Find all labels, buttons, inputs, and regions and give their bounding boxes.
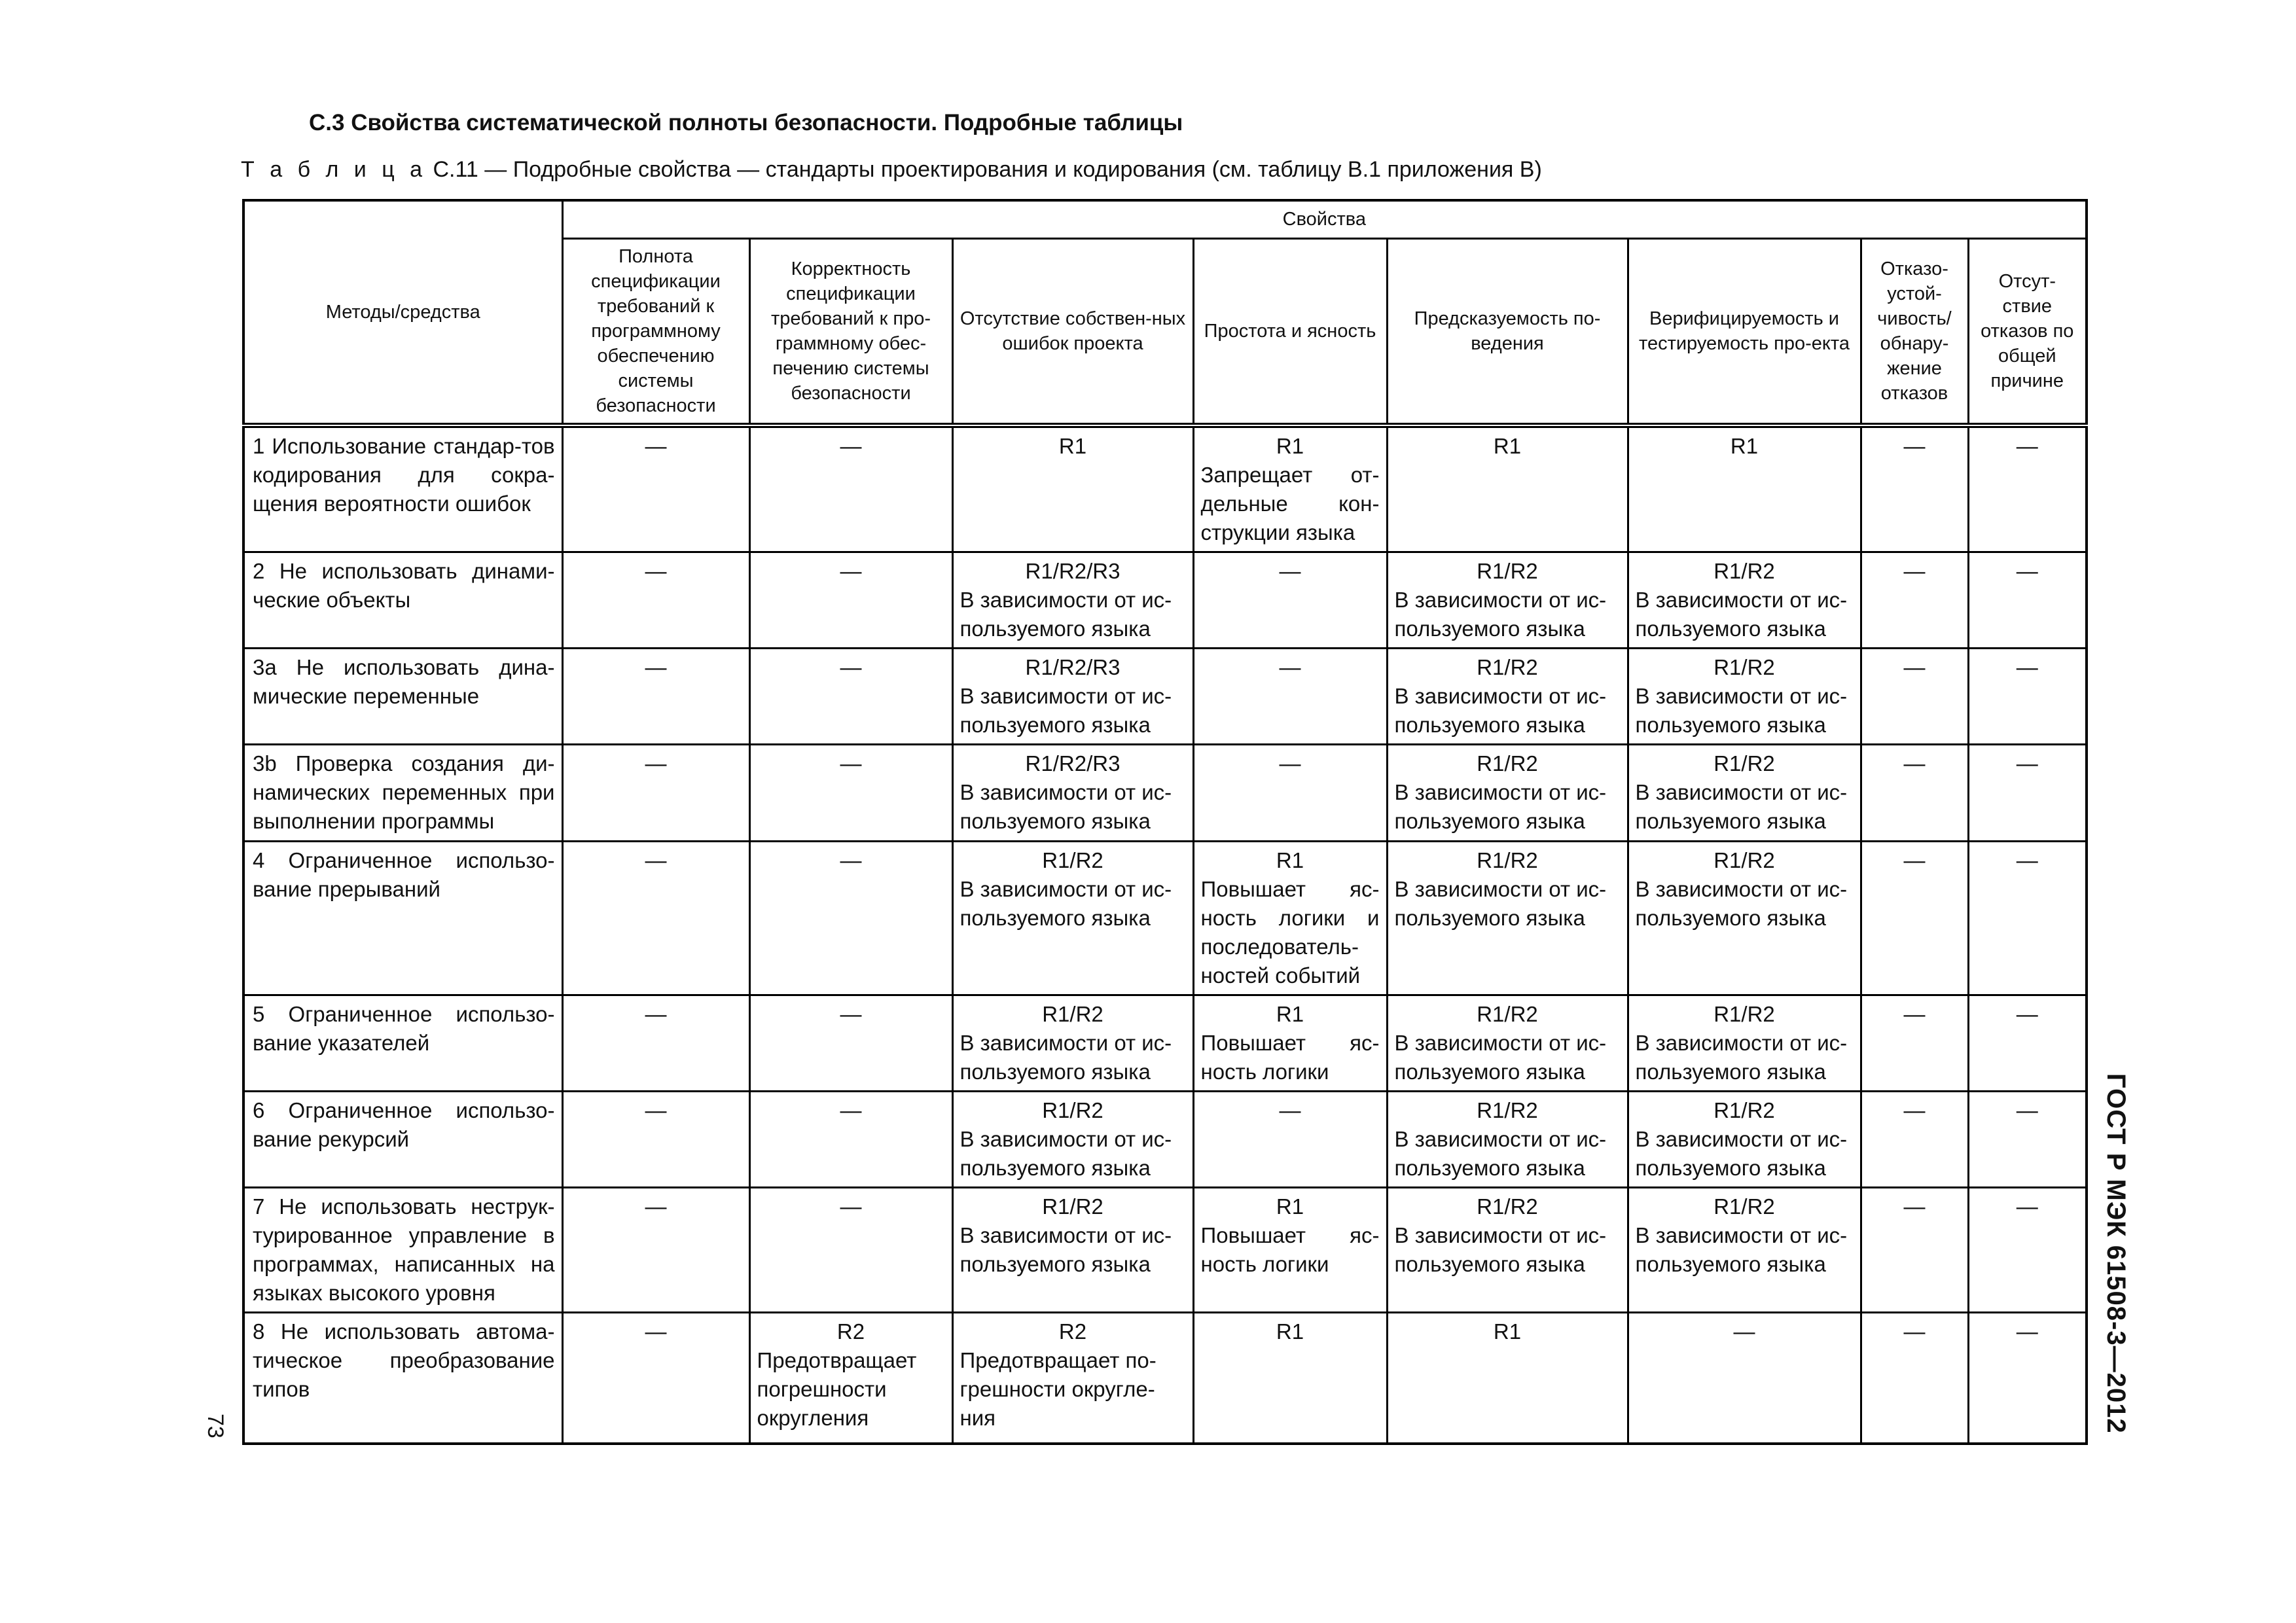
dash-value: —	[645, 434, 667, 458]
property-cell	[952, 1313, 1193, 1444]
dash-value: —	[840, 434, 862, 458]
table-row	[243, 841, 2087, 995]
recommendation-value: R1	[1730, 434, 1759, 458]
dash-value: —	[840, 1001, 862, 1026]
section-title: C.3 Свойства систематической полноты безопасности. Подробные таблицы	[309, 110, 1183, 135]
property-cell	[1861, 649, 1968, 745]
property-cell	[952, 745, 1193, 841]
properties-table	[242, 199, 2088, 1445]
column-header: Отсут-ствие отказов по общей причине	[1968, 238, 2087, 425]
property-cell	[952, 552, 1193, 649]
property-cell	[749, 649, 952, 745]
recommendation-value: R1/R2	[1713, 847, 1775, 872]
column-header: Корректность спецификации требований к про-граммному обес-печению системы безопасности	[749, 238, 952, 425]
dash-value: —	[2016, 559, 2038, 584]
property-cell	[1861, 745, 1968, 841]
document-side-title: ГОСТ Р МЭК 61508-3—2012	[2102, 1073, 2130, 1434]
dash-value: —	[2016, 1097, 2038, 1122]
table-caption	[241, 157, 1542, 183]
dash-value: —	[645, 559, 667, 584]
table-row	[243, 1091, 2087, 1187]
cell-note: В зависимости от ис-пользуемого языка	[960, 876, 1172, 930]
property-cell	[1387, 1313, 1628, 1444]
page-number: 73	[203, 1414, 228, 1438]
property-cell	[562, 552, 749, 649]
column-header: Отсутствие собствен-ных ошибок проекта	[952, 238, 1193, 425]
method-cell: 3b Проверка создания ди-намических переменных при выполнении программы	[243, 745, 562, 841]
recommendation-value: R1/R2	[1713, 559, 1775, 584]
recommendation-value: R1	[1058, 434, 1087, 458]
cell-note: В зависимости от ис-пользуемого языка	[1635, 1126, 1848, 1180]
property-cell	[952, 425, 1193, 552]
cell-note: Предотвращает по-грешности округле-ния	[960, 1348, 1157, 1431]
cell-note: В зависимости от ис-пользуемого языка	[1635, 876, 1848, 930]
cell-note: В зависимости от ис-пользуемого языка	[960, 684, 1172, 738]
property-cell	[749, 995, 952, 1091]
method-cell: 2 Не использовать динами-ческие объекты	[243, 552, 562, 649]
table-row	[243, 649, 2087, 745]
property-cell	[749, 552, 952, 649]
dash-value: —	[2016, 655, 2038, 680]
property-cell	[1193, 552, 1387, 649]
property-cell	[1968, 841, 2087, 995]
recommendation-value: R1/R2	[1713, 1194, 1775, 1219]
cell-note: В зависимости от ис-пользуемого языка	[1635, 780, 1848, 834]
property-cell	[1861, 1313, 1968, 1444]
property-cell	[1387, 841, 1628, 995]
recommendation-value: R1	[1493, 1319, 1522, 1344]
cell-note: В зависимости от ис-пользуемого языка	[1394, 1223, 1607, 1277]
dash-value: —	[645, 1097, 667, 1122]
property-cell	[1861, 995, 1968, 1091]
property-cell	[749, 1313, 952, 1444]
dash-value: —	[1903, 559, 1926, 584]
dash-value: —	[1279, 655, 1301, 680]
table-row	[243, 552, 2087, 649]
dash-value: —	[1903, 1319, 1926, 1344]
property-cell	[562, 1188, 749, 1313]
cell-note: В зависимости от ис-пользуемого языка	[960, 1223, 1172, 1277]
column-header: Отказо-устой-чивость/ обнару-жение отказов	[1861, 238, 1968, 425]
property-cell	[1861, 1188, 1968, 1313]
property-cell	[1968, 1188, 2087, 1313]
property-cell	[1968, 995, 2087, 1091]
cell-note: В зависимости от ис-пользуемого языка	[1394, 684, 1607, 738]
property-cell	[562, 995, 749, 1091]
dash-value: —	[1903, 751, 1926, 776]
property-cell	[562, 1091, 749, 1187]
property-cell	[1193, 841, 1387, 995]
property-cell	[1628, 995, 1861, 1091]
dash-value: —	[1279, 559, 1301, 584]
cell-note: В зависимости от ис-пользуемого языка	[960, 780, 1172, 834]
methods-header: Методы/средства	[243, 200, 562, 425]
property-cell	[1968, 745, 2087, 841]
recommendation-value: R1	[1493, 434, 1522, 458]
dash-value: —	[840, 1097, 862, 1122]
cell-note: В зависимости от ис-пользуемого языка	[960, 1126, 1172, 1180]
recommendation-value: R1	[1276, 847, 1304, 872]
property-cell	[1193, 995, 1387, 1091]
property-cell	[1387, 552, 1628, 649]
recommendation-value: R1/R2	[1042, 1097, 1103, 1122]
column-header: Полнота спецификации требований к программному обеспечению системы безопасности	[562, 238, 749, 425]
property-cell	[1628, 1188, 1861, 1313]
dash-value: —	[1279, 751, 1301, 776]
property-cell	[1628, 745, 1861, 841]
property-cell	[1387, 745, 1628, 841]
property-cell	[1628, 841, 1861, 995]
cell-note: В зависимости от ис-пользуемого языка	[1394, 876, 1607, 930]
property-cell	[1628, 552, 1861, 649]
cell-note: В зависимости от ис-пользуемого языка	[1635, 684, 1848, 738]
dash-value: —	[2016, 1319, 2038, 1344]
dash-value: —	[1903, 847, 1926, 872]
recommendation-value: R1/R2	[1713, 1097, 1775, 1122]
property-cell	[1387, 1091, 1628, 1187]
recommendation-value: R1/R2	[1042, 1001, 1103, 1026]
property-cell	[562, 425, 749, 552]
cell-note: В зависимости от ис-пользуемого языка	[1635, 1223, 1848, 1277]
table-caption-text: С.11 — Подробные свойства — стандарты проектирования и кодирования (см. таблицу В.1 приложения В)	[433, 157, 1542, 182]
dash-value: —	[1903, 1097, 1926, 1122]
recommendation-value: R2	[1058, 1319, 1087, 1344]
property-cell	[749, 425, 952, 552]
method-cell: 3а Не использовать дина-мические переменные	[243, 649, 562, 745]
property-cell	[1193, 1091, 1387, 1187]
property-cell	[1968, 1313, 2087, 1444]
dash-value: —	[840, 655, 862, 680]
table-row	[243, 1313, 2087, 1444]
dash-value: —	[1733, 1319, 1755, 1344]
property-cell	[749, 1188, 952, 1313]
dash-value: —	[1903, 655, 1926, 680]
recommendation-value: R1	[1276, 1319, 1304, 1344]
method-cell: 8 Не использовать автома-тическое преобразование типов	[243, 1313, 562, 1444]
recommendation-value: R1/R2	[1042, 1194, 1103, 1219]
table-row	[243, 995, 2087, 1091]
property-cell	[952, 995, 1193, 1091]
property-cell	[1968, 552, 2087, 649]
dash-value: —	[645, 847, 667, 872]
dash-value: —	[2016, 434, 2038, 458]
property-cell	[749, 841, 952, 995]
recommendation-value: R1/R2	[1713, 1001, 1775, 1026]
method-cell: 1 Использование стандар-тов кодирования для сокра-щения вероятности ошибок	[243, 425, 562, 552]
column-header: Простота и ясность	[1193, 238, 1387, 425]
dash-value: —	[645, 751, 667, 776]
property-cell	[1861, 425, 1968, 552]
cell-note: Запрещает от-дельные кон-струкции языка	[1200, 463, 1380, 544]
method-cell: 6 Ограниченное использо-вание рекурсий	[243, 1091, 562, 1187]
dash-value: —	[645, 1319, 667, 1344]
recommendation-value: R1	[1276, 1001, 1304, 1026]
property-cell	[1193, 649, 1387, 745]
method-cell: 7 Не использовать неструк-турированное управление в программах, написанных на языках высокого уровня	[243, 1188, 562, 1313]
property-cell	[1387, 649, 1628, 745]
property-cell	[1968, 425, 2087, 552]
cell-note: В зависимости от ис-пользуемого языка	[1394, 1126, 1607, 1180]
properties-group-header: Свойства	[562, 200, 2087, 238]
property-cell	[1193, 1313, 1387, 1444]
recommendation-value: R1/R2	[1042, 847, 1103, 872]
property-cell	[1193, 1188, 1387, 1313]
table-row	[243, 745, 2087, 841]
property-cell	[952, 841, 1193, 995]
cell-note: Повышает яс-ность логики	[1200, 1030, 1380, 1084]
dash-value: —	[2016, 847, 2038, 872]
recommendation-value: R1/R2	[1477, 1097, 1538, 1122]
cell-note: В зависимости от ис-пользуемого языка	[1635, 588, 1848, 641]
recommendation-value: R1/R2/R3	[1025, 559, 1121, 584]
property-cell	[1968, 649, 2087, 745]
cell-note: Повышает яс-ность логики	[1200, 1223, 1380, 1277]
dash-value: —	[2016, 1194, 2038, 1219]
property-cell	[749, 745, 952, 841]
cell-note: В зависимости от ис-пользуемого языка	[1394, 588, 1607, 641]
dash-value: —	[1279, 1097, 1301, 1122]
recommendation-value: R1/R2	[1713, 751, 1775, 776]
property-cell	[1628, 1091, 1861, 1187]
recommendation-value: R1/R2	[1477, 847, 1538, 872]
column-header: Предсказуемость по-ведения	[1387, 238, 1628, 425]
property-cell	[1861, 1091, 1968, 1187]
dash-value: —	[1903, 1001, 1926, 1026]
method-cell: 4 Ограниченное использо-вание прерываний	[243, 841, 562, 995]
property-cell	[1628, 1313, 1861, 1444]
property-cell	[1861, 841, 1968, 995]
property-cell	[952, 649, 1193, 745]
dash-value: —	[2016, 751, 2038, 776]
recommendation-value: R1/R2	[1477, 751, 1538, 776]
cell-note: В зависимости от ис-пользуемого языка	[960, 1030, 1172, 1084]
recommendation-value: R1/R2/R3	[1025, 655, 1121, 680]
property-cell	[1387, 995, 1628, 1091]
dash-value: —	[840, 847, 862, 872]
recommendation-value: R1/R2	[1713, 655, 1775, 680]
property-cell	[1968, 1091, 2087, 1187]
dash-value: —	[2016, 1001, 2038, 1026]
column-header: Верифицируемость и тестируемость про-екта	[1628, 238, 1861, 425]
dash-value: —	[840, 1194, 862, 1219]
cell-note: В зависимости от ис-пользуемого языка	[1394, 780, 1607, 834]
property-cell	[562, 1313, 749, 1444]
recommendation-value: R1	[1276, 1194, 1304, 1219]
property-cell	[562, 745, 749, 841]
dash-value: —	[1903, 434, 1926, 458]
recommendation-value: R1	[1276, 434, 1304, 458]
property-cell	[952, 1188, 1193, 1313]
cell-note: В зависимости от ис-пользуемого языка	[1635, 1030, 1848, 1084]
table-row	[243, 1188, 2087, 1313]
property-cell	[749, 1091, 952, 1187]
cell-note: Предотвращает погрешности округления	[757, 1348, 917, 1431]
dash-value: —	[840, 559, 862, 584]
dash-value: —	[645, 1194, 667, 1219]
recommendation-value: R1/R2	[1477, 1001, 1538, 1026]
property-cell	[1193, 745, 1387, 841]
cell-note: В зависимости от ис-пользуемого языка	[960, 588, 1172, 641]
recommendation-value: R2	[836, 1319, 865, 1344]
cell-note: Повышает яс-ность логики и последователь-ностей событий	[1200, 876, 1380, 988]
recommendation-value: R1/R2/R3	[1025, 751, 1121, 776]
property-cell	[1628, 649, 1861, 745]
property-cell	[1193, 425, 1387, 552]
recommendation-value: R1/R2	[1477, 559, 1538, 584]
property-cell	[1387, 425, 1628, 552]
dash-value: —	[840, 751, 862, 776]
property-cell	[1387, 1188, 1628, 1313]
recommendation-value: R1/R2	[1477, 1194, 1538, 1219]
property-cell	[1861, 552, 1968, 649]
method-cell: 5 Ограниченное использо-вание указателей	[243, 995, 562, 1091]
cell-note: В зависимости от ис-пользуемого языка	[1394, 1030, 1607, 1084]
property-cell	[952, 1091, 1193, 1187]
property-cell	[562, 841, 749, 995]
dash-value: —	[1903, 1194, 1926, 1219]
table-caption-label: Т а б л и ц а	[241, 157, 427, 182]
dash-value: —	[645, 655, 667, 680]
table-row	[243, 425, 2087, 552]
property-cell	[562, 649, 749, 745]
dash-value: —	[645, 1001, 667, 1026]
recommendation-value: R1/R2	[1477, 655, 1538, 680]
property-cell	[1628, 425, 1861, 552]
